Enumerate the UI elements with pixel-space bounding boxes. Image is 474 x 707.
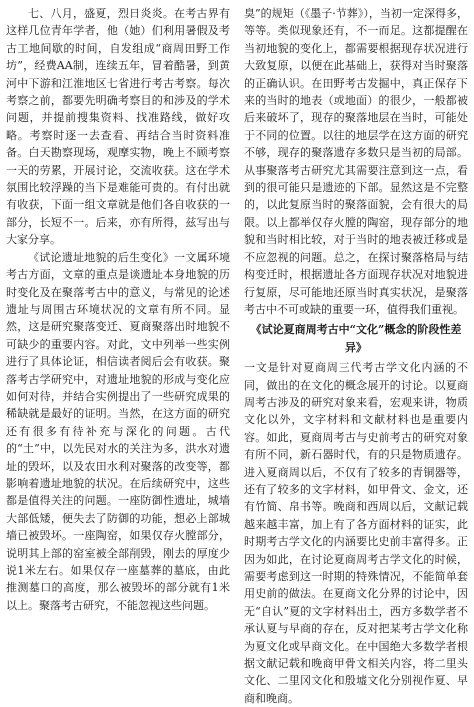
article-summary-paragraph: 《试论遗址地貌的后生变化》一文属环境考古方面，文章的重点是谈遗址本身地貌的历时变化及在聚落考古中的意义，与常见的论述遗址与周围古环境状况的文章有所不同。显然，这是研究聚落变迁、夏商聚落出时地貌不可缺少的重要内容。对此，文中列举一些实例进行了具体论证，相信读者阅后会有收获。聚落考古学研究中，对遗址地貌的形成与变化应如何对待，并结合实例提出了一些研究成果的稀缺就是最好的证明。当然，在这方面的研究还有很多有待补充与深化的问题。古代的“土”中，以先民对水的关注为多，洪水对遗址的毁坏，以及农田水利对聚落的改变等，都影响着遗址地貌的状况。在后续研究中，这些都是值得关注的问题。一座防御性遗址，城墙大部低矮，便失去了防御的功能，想必上部城墙已被毁坏。一座陶窑，如果仅存火膛部分，说明其上部的窑室被全部削毁，刚去的厚度少说1米左右。如果仅存一座墓葬的墓底，由此推测墓口的高度，那么被毁坏的部分就有1米以上。聚落考古研究，不能忽视这些问题。: [6, 250, 230, 612]
continued-paragraph: 臭”的规矩（《墨子·节葬》），当初一定深得多，等等。类似现象还有，不一而足。这都提醒在当初地貌的变化上，都需要根据现存状况进行大致复原，以便在此基础上，获得对当时聚落的正确认识。在田野考古发掘中，真正保存下来的当时的地表（或地面）的很少，一般都被后来破坏了，现存的聚落地层在当时，可能处于不同的位置。以往的地层学在这方面的研究不够，现存的聚落遗存多数只是当初的局部。从事聚落考古研究尤其需要注意到这一点，看到的很可能只是遗迹的下部。显然这是不完整的，以此复原当时的聚落面貌，会有很大的局限。以上都举仅存火膛的陶窑，现存部分的地貌和当时相比较，对于当时的地表被迁移或是不应忽视的问题。总之，在探讨聚落格局与结构变迁时，根据遗址各方面现存状况对地貌进行复原，尽可能地还原当时真实状况，是聚落考古中不可或缺的重要一环，值得我们重视。: [244, 7, 468, 316]
right-column: [244, 5, 468, 705]
article-title-heading: 《试论夏商周考古中“文化”概念的阶段性差异》: [250, 323, 462, 354]
article-discussion-paragraph: 一文是针对夏商周三代考古学文化内涵的不同，做出的在文化的概念展开的讨论。以夏商周考古涉及的研究对象来看，宏观来讲，物质文化以外，文字材料和文献材料也是重要内容。如此，夏商周考古与史前考古的研究对象有所不同，新石器时代，有的只是物质遗存。进入夏商周以后，不仅有了较多的青铜器等，还有了较多的文字材料，如甲骨文、金文，还有竹简、帛书等。晚商和西周以后，文献记载越来越丰富，加上有了各方面材料的证实，此时期考古学文化的内涵要比史前丰富得多。正因为如此，在讨论夏商周考古学文化的时候，需要考虑到这一时期的特殊情况，不能简单套用史前的做法。在夏商文化分界的讨论中，因无“自认”夏的文字材料出土，西方多数学者不承认夏与早商的存在，反对把某考古学文化称为夏文化或早商文化。在中国绝大多数学者根据文献记载和晚商甲骨文相关内容，将二里头文化、二里冈文化和殷墟文化分别视作夏、早商和晚商。: [244, 361, 468, 705]
left-column: [6, 5, 230, 612]
intro-paragraph: 七、八月，盛夏，烈日炎炎。在考古界有这样几位青年学者，他（她）们利用暑假及考古工地间歇的时间，自发组成“商周田野工作坊”，经费AA制，连续五年，冒着酷暑，到黄河中下游和江淮地区七省进行考古考察。每次考察之前，都要先明确考察目的和涉及的学术问题，并提前搜集资料、找准路线，做好攻略。考察时逐一去查看、再结合当时资料准备。白天勘察现场，观摩实物，晚上不顾考察一天的劳累，开展讨论，交流收获。这在学术氛围比较浮躁的当下是难能可贵的。有付出就有收获，下面一组文章就是他们各自收获的一部分，长短不一。后来，亦有所得，兹写出与大家分享。: [6, 7, 230, 247]
document-page: [6, 5, 468, 705]
